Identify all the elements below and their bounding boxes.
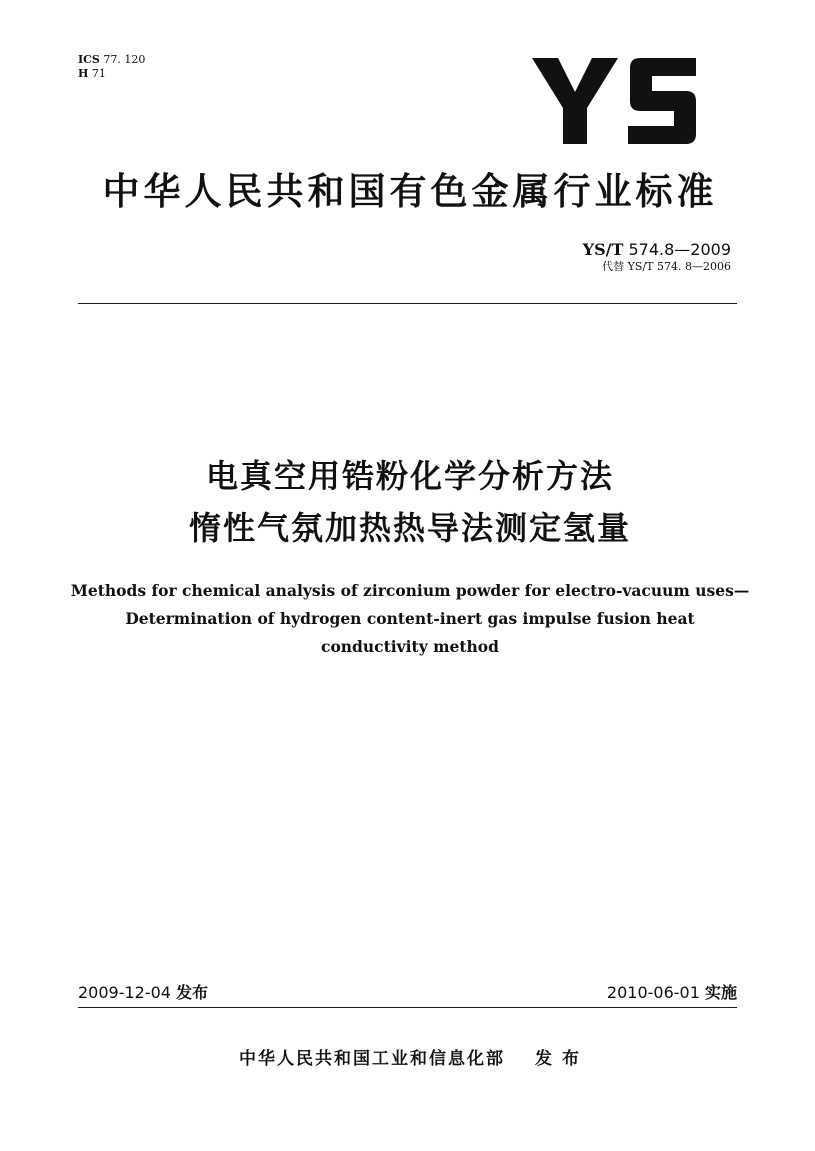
footer-divider (78, 1007, 737, 1008)
title-cn-line1: 电真空用锆粉化学分析方法 (205, 457, 614, 495)
classification-codes (78, 53, 145, 81)
issue-label: 发布 (176, 983, 209, 1002)
publisher (60, 1047, 760, 1071)
implement-date (607, 982, 737, 1004)
ics-code (78, 53, 145, 67)
implement-label: 实施 (704, 983, 737, 1002)
ys-logo-icon (532, 58, 696, 144)
publisher-name: 中华人民共和国工业和信息化部 (239, 1049, 506, 1069)
implement-date-value: 2010-06-01 (606, 983, 700, 1002)
replaces-standard: 代替 YS/T 574. 8—2006 (602, 260, 731, 273)
ccs-code (78, 67, 145, 81)
standard-code: 574.8—2009 (628, 240, 731, 259)
title-en-line3: conductivity method (321, 637, 499, 656)
title-en-line1: Methods for chemical analysis of zirconium powder for electro-vacuum uses— (70, 581, 750, 600)
title-en (60, 577, 760, 661)
standard-number (583, 240, 731, 260)
issue-date-value: 2009-12-04 (78, 983, 171, 1002)
ics-value: 77. 120 (103, 53, 146, 66)
title-en-line2: Determination of hydrogen content-inert gas impulse fusion heat (125, 609, 695, 628)
ccs-label: H (78, 67, 89, 80)
title-cn-line2: 惰性气氛加热热导法测定氢量 (188, 509, 631, 547)
ics-label: ICS (78, 53, 100, 66)
organization-title: 中华人民共和国有色金属行业标准 (102, 170, 718, 213)
header-divider (78, 303, 737, 304)
ccs-value: 71 (91, 67, 106, 80)
publisher-action: 发 布 (535, 1049, 581, 1069)
standard-prefix: YS/T (582, 240, 624, 259)
issue-date (78, 982, 208, 1004)
